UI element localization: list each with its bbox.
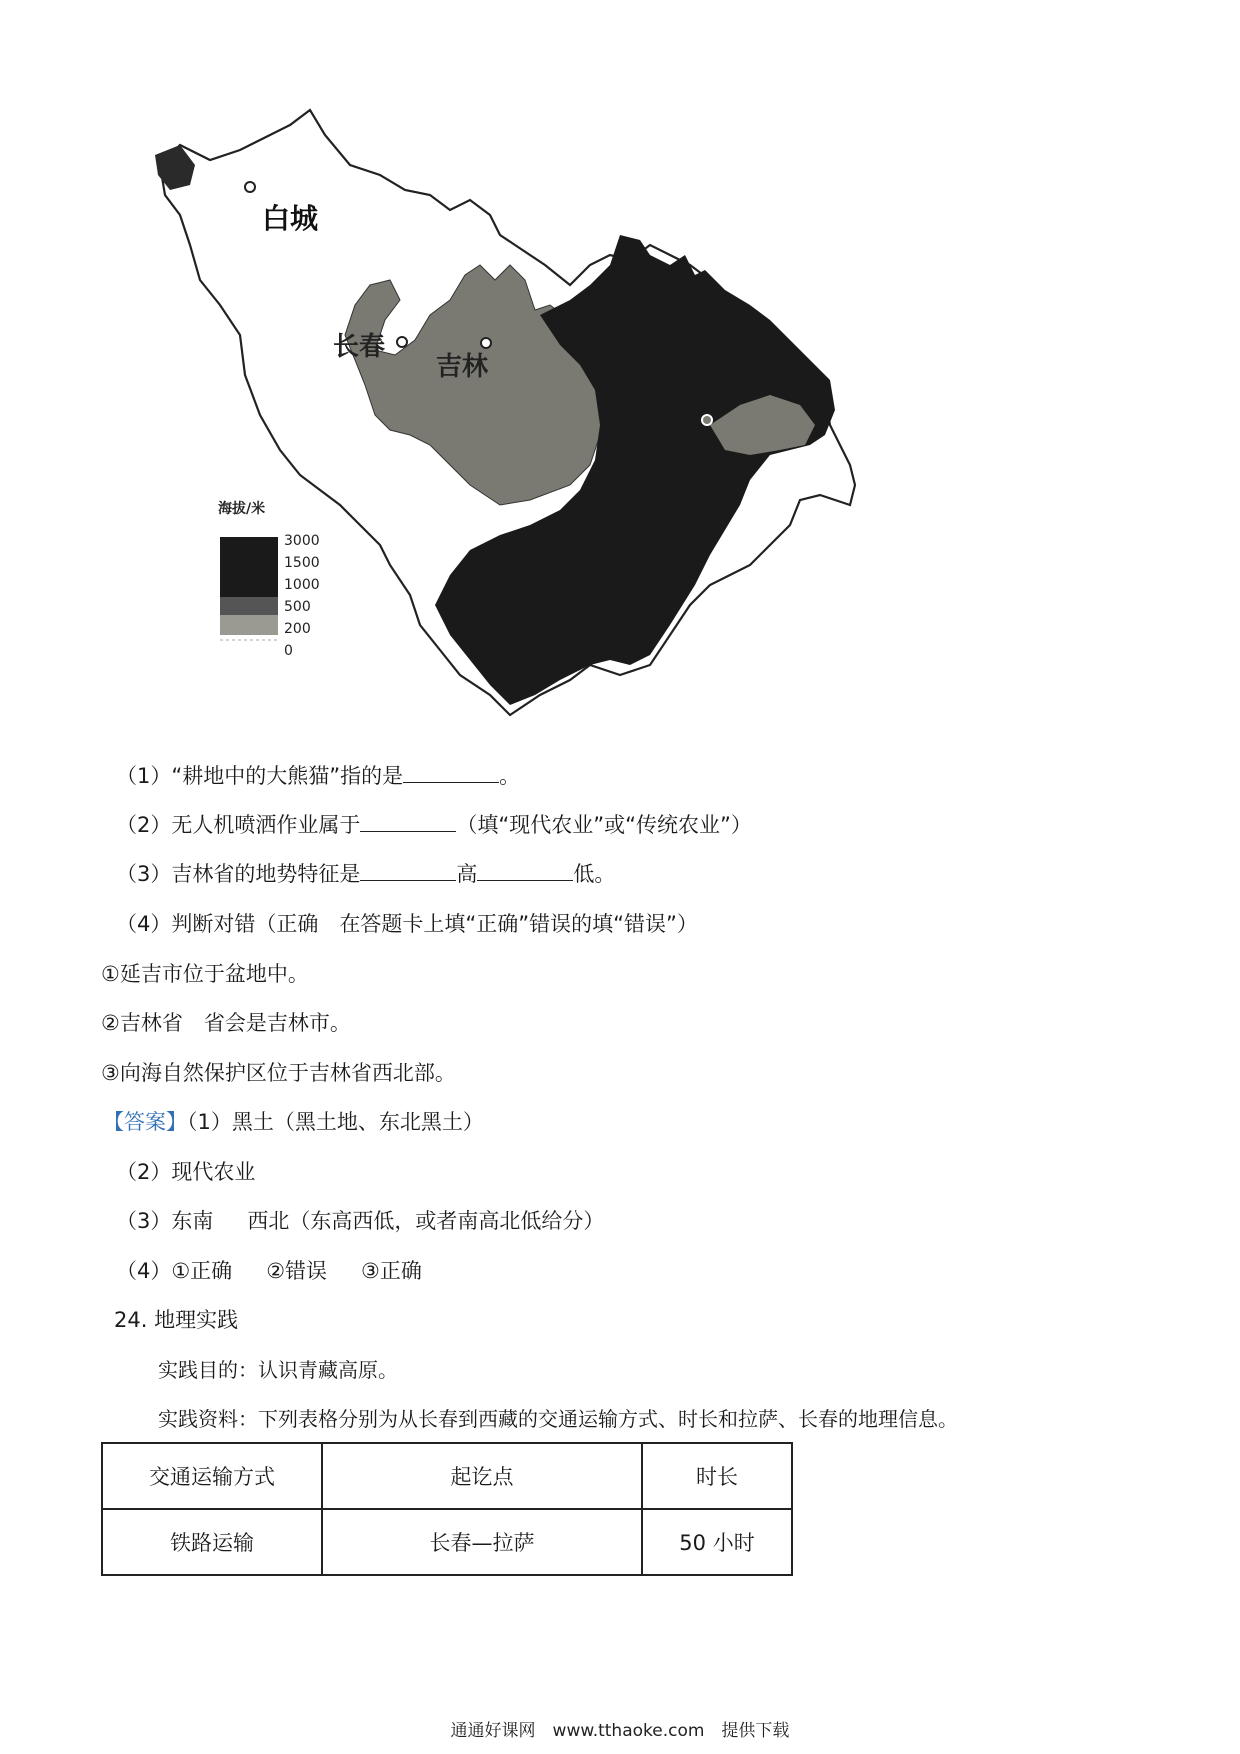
- table-header-row: [102, 1443, 792, 1509]
- answer-4-part1: （4）①正确: [116, 1259, 233, 1283]
- transport-table: [101, 1442, 793, 1576]
- legend-tick-3000: 3000: [284, 533, 320, 549]
- answer-2: （2）现代农业: [116, 1160, 256, 1184]
- map-svg: [150, 105, 950, 725]
- legend-tick-1500: 1500: [284, 555, 320, 571]
- table-cell: 50 小时: [642, 1509, 792, 1575]
- jilin-label: 吉林: [436, 352, 489, 382]
- legend-swatch-high: [220, 537, 278, 597]
- legend-tick-200: 200: [284, 621, 311, 637]
- page-footer: 通通好课网 www.tthaoke.com 提供下载: [450, 1721, 790, 1741]
- q2-blank: [360, 811, 456, 832]
- q3-blank-2: [477, 860, 573, 881]
- statement-2: ②吉林省 省会是吉林市。: [101, 1011, 351, 1035]
- q24-title: 24. 地理实践: [114, 1308, 239, 1332]
- question-1: [116, 762, 520, 790]
- question-3: [116, 860, 615, 888]
- table-row: [102, 1509, 792, 1575]
- table-header-cell: 交通运输方式: [102, 1443, 322, 1509]
- statement-3: ③向海自然保护区位于吉林省西北部。: [101, 1061, 456, 1085]
- answer-3-part2: 西北（东高西低，或者南高北低给分）: [247, 1209, 605, 1233]
- answer-3-part1: （3）东南: [116, 1209, 214, 1233]
- question-2: [116, 811, 752, 839]
- statement-1: ①延吉市位于盆地中。: [101, 962, 309, 986]
- table-header-cell: 起讫点: [322, 1443, 642, 1509]
- answer-tag: 【答案】: [103, 1110, 187, 1134]
- changchun-marker: [397, 337, 407, 347]
- answer-4: [116, 1257, 422, 1285]
- legend-tick-500: 500: [284, 599, 311, 615]
- answer-4-part2: ②错误: [266, 1259, 328, 1283]
- answer-4-part3: ③正确: [361, 1259, 422, 1283]
- q1-blank: [403, 762, 499, 783]
- q24-purpose: 实践目的：认识青藏高原。: [158, 1358, 398, 1382]
- baicheng-marker: [245, 182, 255, 192]
- q2-text: （2）无人机喷洒作业属于: [116, 813, 361, 837]
- table-cell: 铁路运输: [102, 1509, 322, 1575]
- baicheng-label: 白城: [262, 202, 319, 235]
- question-4: （4）判断对错（正确 在答题卡上填“正确”错误的填“错误”）: [116, 912, 698, 936]
- q3-mid: 高: [456, 862, 478, 886]
- q1-suffix: 。: [499, 764, 521, 788]
- q2-suffix: （填“现代农业”或“传统农业”）: [456, 813, 752, 837]
- q3-suffix: 低。: [573, 862, 616, 886]
- legend-tick-0: 0: [284, 643, 293, 659]
- yanji-marker: [702, 415, 712, 425]
- legend-swatch-low: [220, 615, 278, 635]
- jilin-terrain-map: [150, 105, 950, 725]
- changchun-label: 长春: [333, 332, 386, 362]
- answer-3: [116, 1207, 604, 1235]
- answer-1: [103, 1108, 484, 1136]
- table-header-cell: 时长: [642, 1443, 792, 1509]
- answer-1-text: （1）黑土（黑土地、东北黑土）: [187, 1110, 484, 1134]
- q1-text: （1）“耕地中的大熊猫”指的是: [116, 764, 404, 788]
- q3-text: （3）吉林省的地势特征是: [116, 862, 361, 886]
- table-cell: 长春—拉萨: [322, 1509, 642, 1575]
- q3-blank-1: [360, 860, 456, 881]
- q24-material: 实践资料：下列表格分别为从长春到西藏的交通运输方式、时长和拉萨、长春的地理信息。: [158, 1407, 958, 1431]
- legend-tick-1000: 1000: [284, 577, 320, 593]
- legend-title: 海拔/米: [218, 501, 266, 517]
- jilin-marker: [481, 338, 491, 348]
- legend-swatch-mid: [220, 597, 278, 615]
